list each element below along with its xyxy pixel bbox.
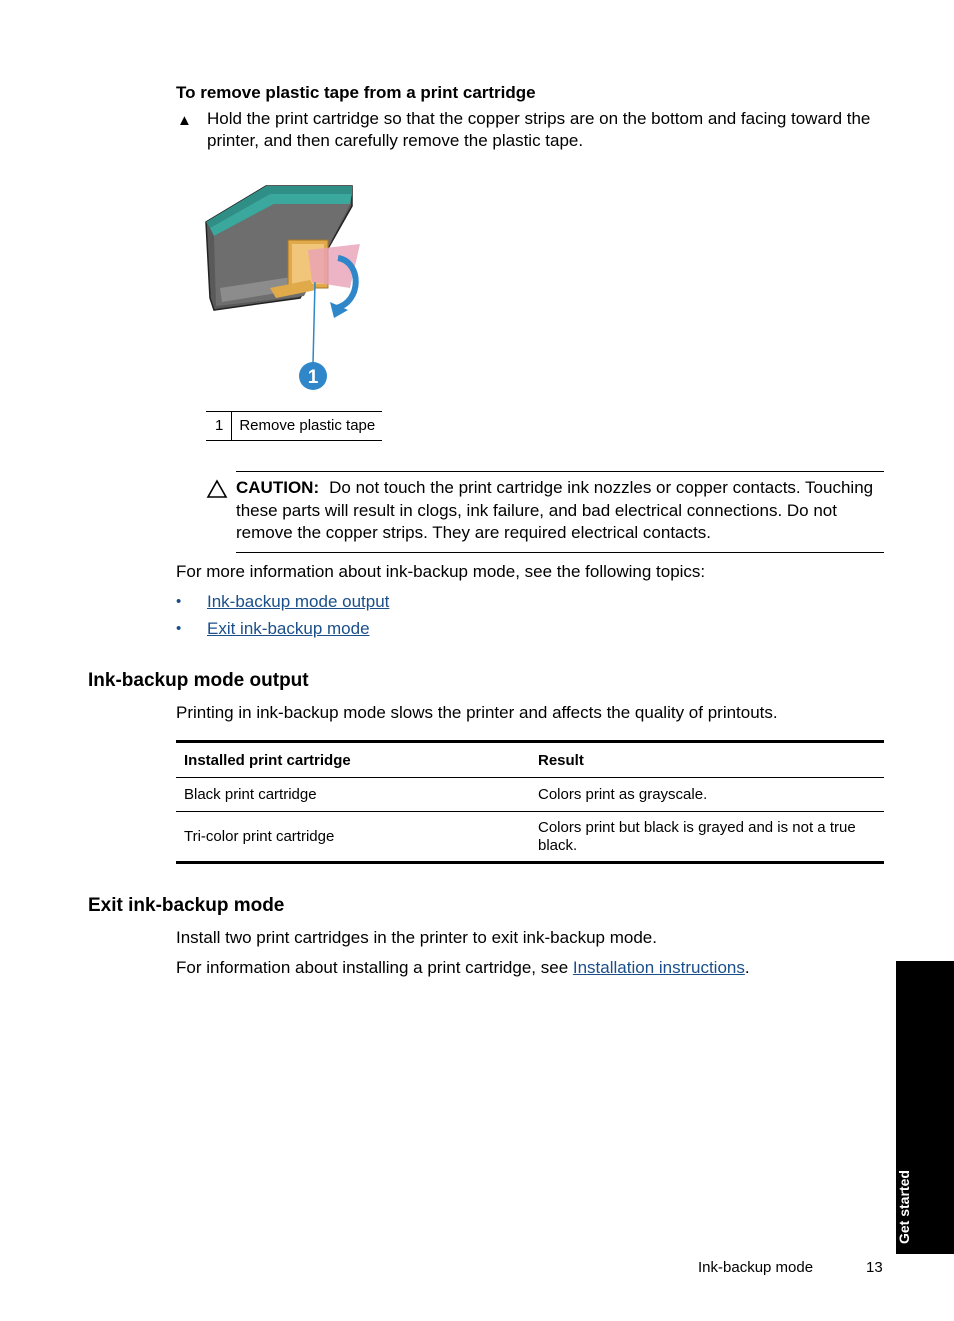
bullet-marker: • xyxy=(176,620,182,637)
output-table xyxy=(176,740,884,864)
legend-number: 1 xyxy=(206,412,232,441)
more-info-text: For more information about ink-backup mode, see the following topics: xyxy=(176,562,706,581)
page-number: 13 xyxy=(866,1259,883,1276)
caution-body: Do not touch the print cartridge ink nozzles or copper contacts. Touching these parts will result in clogs, ink failure, and bad electrical connections. Do not remove the copper strips. They are required electrical contacts. xyxy=(236,478,874,543)
side-tab-label: Get started xyxy=(896,1170,912,1244)
output-intro: Printing in ink-backup mode slows the printer and affects the quality of printouts. xyxy=(176,703,778,722)
bullet-marker: • xyxy=(176,593,182,610)
caution-label: CAUTION: xyxy=(236,478,320,497)
link-installation-instructions[interactable]: Installation instructions xyxy=(572,958,745,977)
figure-legend xyxy=(206,411,382,441)
procedure-title: To remove plastic tape from a print cartridge xyxy=(176,83,536,102)
link-exit-ink-backup[interactable]: Exit ink-backup mode xyxy=(207,619,370,638)
chapter-side-tab xyxy=(896,961,954,1254)
table-row xyxy=(176,778,884,812)
footer-section-title: Ink-backup mode xyxy=(698,1259,814,1276)
table-header-row xyxy=(176,742,884,778)
table-cell: Colors print as grayscale. xyxy=(530,778,884,812)
callout-number: 1 xyxy=(307,367,319,388)
heading-ink-backup-output: Ink-backup mode output xyxy=(88,670,309,691)
legend-row xyxy=(206,412,382,441)
link-ink-backup-output[interactable]: Ink-backup mode output xyxy=(207,592,390,611)
caution-rule-top xyxy=(236,471,884,472)
step-marker: ▲ xyxy=(177,112,192,129)
table-cell: Tri-color print cartridge xyxy=(176,812,530,863)
exit-para-2: For information about installing a print cartridge, see Installation instructions. xyxy=(176,958,750,977)
caution-triangle-icon xyxy=(206,478,228,500)
table-header-cell: Result xyxy=(530,742,884,778)
table-header-cell: Installed print cartridge xyxy=(176,742,530,778)
heading-exit-ink-backup: Exit ink-backup mode xyxy=(88,895,285,916)
table-cell: Colors print but black is grayed and is not a true black. xyxy=(530,812,884,863)
step-text: Hold the print cartridge so that the copper strips are on the bottom and facing toward the printer, and then carefully remove the plastic tape. xyxy=(207,109,871,150)
caution-rule-bottom xyxy=(236,552,884,553)
legend-label: Remove plastic tape xyxy=(232,412,382,441)
table-row xyxy=(176,812,884,863)
cartridge-illustration xyxy=(200,178,400,398)
exit-para-1: Install two print cartridges in the printer to exit ink-backup mode. xyxy=(176,928,657,947)
caution-note xyxy=(236,477,888,545)
table-cell: Black print cartridge xyxy=(176,778,530,812)
